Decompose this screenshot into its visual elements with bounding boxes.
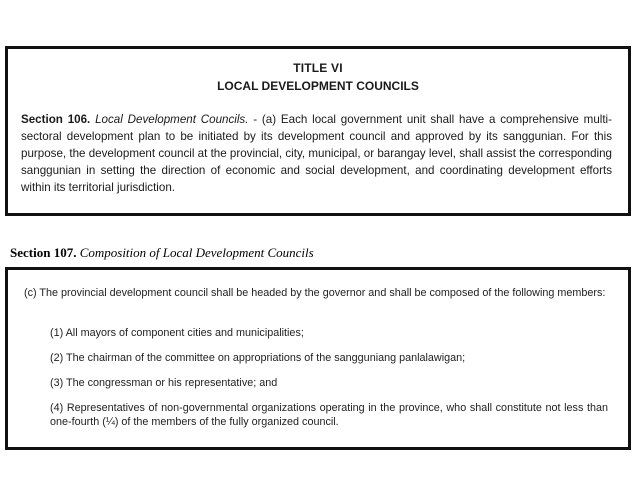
section-106-box (5, 46, 631, 216)
member-item: (3) The congressman or his representative; and (50, 377, 278, 389)
title-heading: TITLE VI (293, 61, 343, 75)
section-107-caption (10, 245, 314, 261)
section-106-paragraph (21, 111, 612, 196)
member-item: (2) The chairman of the committee on appropriations of the sangguniang panlalawigan; (50, 352, 466, 364)
section-107-heading: Composition of Local Development Councils (79, 245, 314, 260)
section-107-box (5, 267, 631, 450)
section-107-label: Section 107. (10, 245, 77, 260)
section-106-text: - (a) Each local government unit shall have a comprehensive multi-sectoral development plan to be initiated by its development council and approved by its sanggunian. For this purpose, the development council at the provincial, city, municipal, or barangay level, shall assist the corresponding sanggunian in setting the direction of economic and social development, and coordinating development efforts within its territorial jurisdiction. (21, 113, 612, 194)
section-106-heading: Local Development Councils. (95, 113, 249, 126)
section-107-intro: (c) The provincial development council shall be headed by the governor and shall be composed of the following members: (24, 287, 606, 299)
member-item: (4) Representatives of non-governmental organizations operating in the province, who shall constitute not less than one-fourth (¼) of the members of the fully organized council. (50, 402, 608, 428)
member-item: (1) All mayors of component cities and municipalities; (50, 327, 304, 339)
section-106-label: Section 106. (21, 113, 91, 126)
title-subheading: LOCAL DEVELOPMENT COUNCILS (217, 79, 419, 93)
